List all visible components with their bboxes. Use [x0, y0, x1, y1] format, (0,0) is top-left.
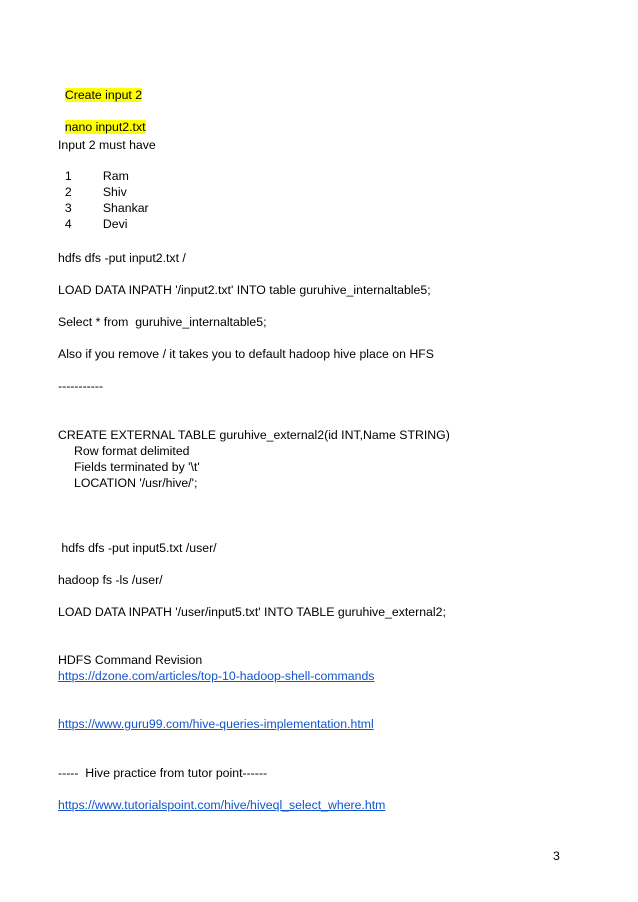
fields-terminated-line: Fields terminated by '\t': [74, 460, 200, 474]
page-number: 3: [553, 849, 560, 863]
create-input-text: Create input 2: [64, 88, 143, 102]
also-note-text: Also if you remove / it takes you to default hadoop hive place on HFS: [58, 347, 434, 361]
load-internal-command: LOAD DATA INPATH '/input2.txt' INTO table guruhive_internaltable5;: [58, 283, 431, 297]
list-item-name: Shiv: [102, 185, 127, 199]
hdfs-revision-heading: HDFS Command Revision: [58, 653, 203, 667]
must-have-label: Input 2 must have: [58, 138, 156, 152]
guru99-link[interactable]: https://www.guru99.com/hive-queries-implementation.html: [58, 717, 374, 731]
create-input-heading: [58, 73, 142, 103]
location-line: LOCATION '/usr/hive/';: [74, 476, 198, 490]
list-item-number: 2: [64, 185, 72, 199]
hadoop-ls-command: hadoop fs -ls /user/: [58, 573, 163, 587]
list-item-number: 4: [64, 217, 72, 231]
create-external-command: CREATE EXTERNAL TABLE guruhive_external2(id INT,Name STRING): [58, 428, 450, 442]
tutorialspoint-link[interactable]: https://www.tutorialspoint.com/hive/hiveql_select_where.htm: [58, 798, 386, 812]
nano-command-text: nano input2.txt: [64, 120, 146, 134]
list-item-number: 3: [64, 201, 72, 215]
load-external-command: LOAD DATA INPATH '/user/input5.txt' INTO TABLE guruhive_external2;: [58, 605, 446, 619]
select-internal-command: Select * from guruhive_internaltable5;: [58, 315, 267, 329]
nano-command: [58, 105, 146, 135]
list-item-number: 1: [64, 169, 72, 183]
list-item-name: Shankar: [102, 201, 149, 215]
list-item: [58, 202, 127, 232]
hive-practice-heading: ----- Hive practice from tutor point------: [58, 766, 268, 780]
list-item-name: Ram: [102, 169, 129, 183]
row-format-line: Row format delimited: [74, 444, 190, 458]
dzone-link[interactable]: https://dzone.com/articles/top-10-hadoop-shell-commands: [58, 669, 375, 683]
hdfs-put-input2-command: hdfs dfs -put input2.txt /: [58, 251, 186, 265]
separator-line: -----------: [58, 379, 104, 393]
list-item-name: Devi: [102, 217, 128, 231]
hdfs-put-input5-command: hdfs dfs -put input5.txt /user/: [58, 541, 217, 555]
